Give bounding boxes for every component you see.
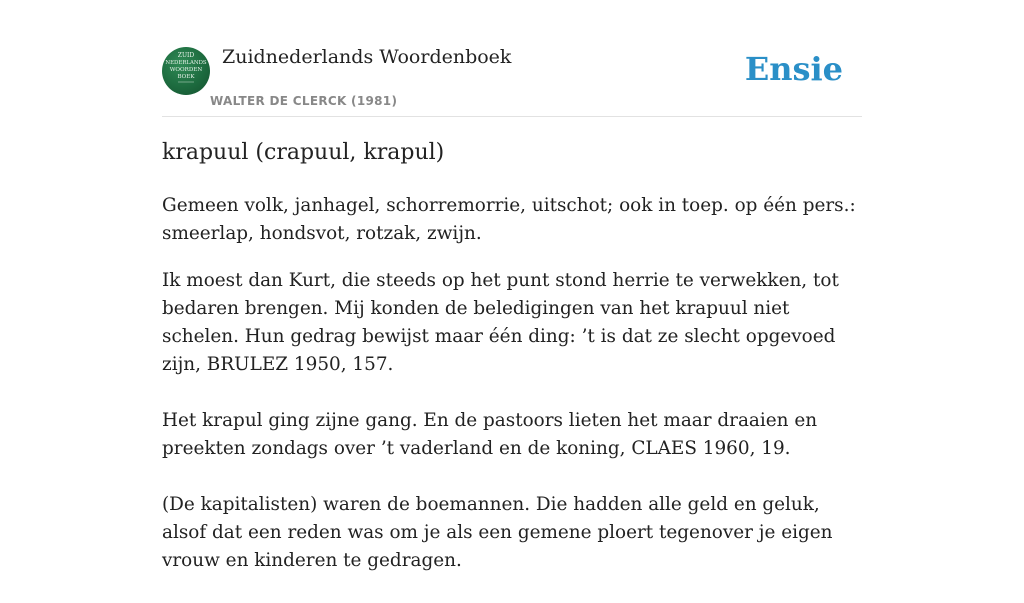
logo-line-4: BOEK [177, 74, 195, 80]
source-header [162, 0, 862, 117]
logo-line-2: NEDERLANDS [165, 60, 207, 66]
example-quote: Ik moest dan Kurt, die steeds op het punt stond herrie te verwekken, tot bedaren brengen. Mij konden de beledigingen van het krapuul niet schelen. Hun gedrag bewijst maar één ding: ’t is dat ze slecht opgevoed zijn, BRULEZ 1950, 157. [162, 270, 839, 375]
headword: krapuul (crapuul, krapul) [162, 140, 445, 165]
example-quote: Het krapul ging zijne gang. En de pastoors lieten het maar draaien en preekten zondags over ’t vaderland en de koning, CLAES 1960, 19. [162, 410, 818, 459]
brand-logo[interactable]: Ensie [744, 50, 843, 88]
source-title[interactable]: Zuidnederlands Woordenboek [222, 46, 512, 68]
example-quote: (De kapitalisten) waren de boemannen. Die hadden alle geld en geluk, alsof dat een reden was om je als een gemene ploert tegenover je eigen vrouw en kinderen te gedragen. [162, 494, 833, 571]
logo-line-1: ZUID [177, 52, 195, 59]
logo-line-3: WOORDEN [169, 67, 203, 73]
dictionary-logo[interactable] [162, 47, 210, 95]
definition: Gemeen volk, janhagel, schorremorrie, uitschot; ook in toep. op één pers.: smeerlap, hondsvot, rotzak, zwijn. [162, 195, 856, 244]
dictionary-logo-mark [162, 47, 210, 95]
source-author: WALTER DE CLERCK (1981) [210, 94, 398, 108]
entry-content [162, 192, 862, 603]
